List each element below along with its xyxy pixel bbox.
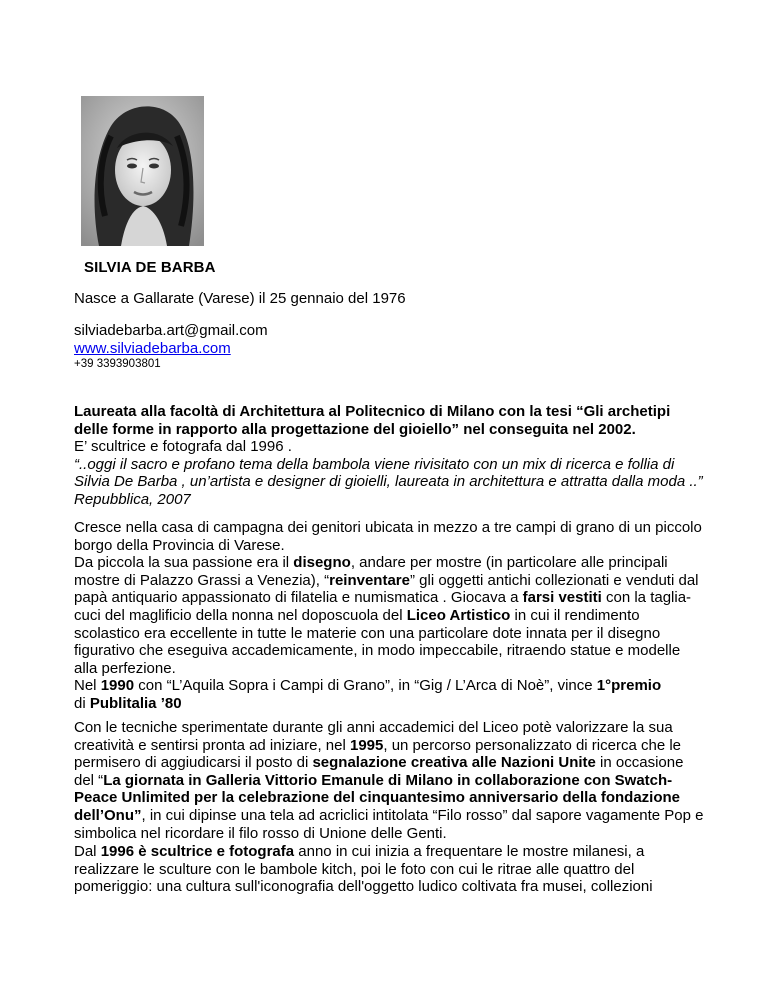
biography-paragraph-3: Dal 1996 è scultrice e fotografa anno in cui inizia a frequentare le mostre milanesi, a realizzare le sculture con le bambole kitch, poi le foto con cui le ritrae alle quattro del pomeriggio: una cultura sull'iconografia dell'oggetto ludico coltivata fra musei, collezioni [74, 843, 653, 896]
passions-text: Da piccola la sua passione era il disegno, andare per mostre (in particolare alle principali mostre di Palazzo Grassi a Venezia), “reinventare” gli oggetti antichi collezionati e venduti dal papà antiquario appassionato di filatelia e numismatica . Giocava a farsi vestiti con la taglia-cuci del maglificio della nonna nel doposcuola del Liceo Artistico in cui il rendimento scolastico era eccellente in tutte le materie con una particolare dote innata per il disegno figurativo che eseguiva accademicamente, in modo impeccabile, ritraendo statue e modelle alla perfezione. [74, 554, 699, 677]
email-text: silviadebarba.art@gmail.com [74, 322, 268, 339]
portrait-image [81, 96, 204, 246]
award-text: Nel 1990 con “L’Aquila Sopra i Campi di Grano”, in “Gig / L’Arca di Noè”, vince 1°premio di Publitalia ’80 [74, 677, 662, 712]
biography-paragraph-2: Con le tecniche sperimentate durante gli anni accademici del Liceo potè valorizzare la sua creatività e sentirsi pronta ad iniziare, nel 1995, un percorso personalizzato di ricerca che le permisero di aggiudicarsi il posto di segnalazione creativa alle Nazioni Unite in occasione del “La giornata in Galleria Vittorio Emanule di Milano in collaborazione con Swatch-Peace Unlimited per la celebrazione del cinquantesimo anniversario della fondazione dell’Onu”, in cui dipinse una tela ad acriclici intitolata “Filo rosso” dal sapore vagamente Pop e simbolica nel ricordare il filo rosso di Unione delle Genti. [74, 719, 704, 842]
degree-text: Laureata alla facoltà di Architettura al Politecnico di Milano con la tesi “Gli archetipi delle forme in rapporto alla progettazione del gioiello” nel conseguita nel 2002. [74, 403, 671, 438]
press-quote: “..oggi il sacro e profano tema della bambola viene rivisitato con un mix di ricerca e follia di Silvia De Barba , un’artista e designer di gioielli, laureata in architettura e attratta dalla moda ..” Repubblica, 2007 [74, 455, 703, 508]
portrait-photo [81, 96, 204, 246]
intro-section [74, 403, 704, 509]
phone-number: +39 3393903801 [74, 358, 161, 370]
role-text: E’ scultrice e fotografa dal 1996 . [74, 438, 292, 456]
contact-block [74, 322, 704, 371]
childhood-text: Cresce nella casa di campagna dei genitori ubicata in mezzo a tre campi di grano di un piccolo borgo della Provincia di Varese. [74, 519, 702, 554]
birth-info: Nasce a Gallarate (Varese) il 25 gennaio del 1976 [74, 290, 406, 307]
website-link[interactable]: www.silviadebarba.com [74, 339, 231, 357]
artist-name: SILVIA DE BARBA [84, 259, 216, 276]
biography-paragraph-1 [74, 519, 704, 713]
